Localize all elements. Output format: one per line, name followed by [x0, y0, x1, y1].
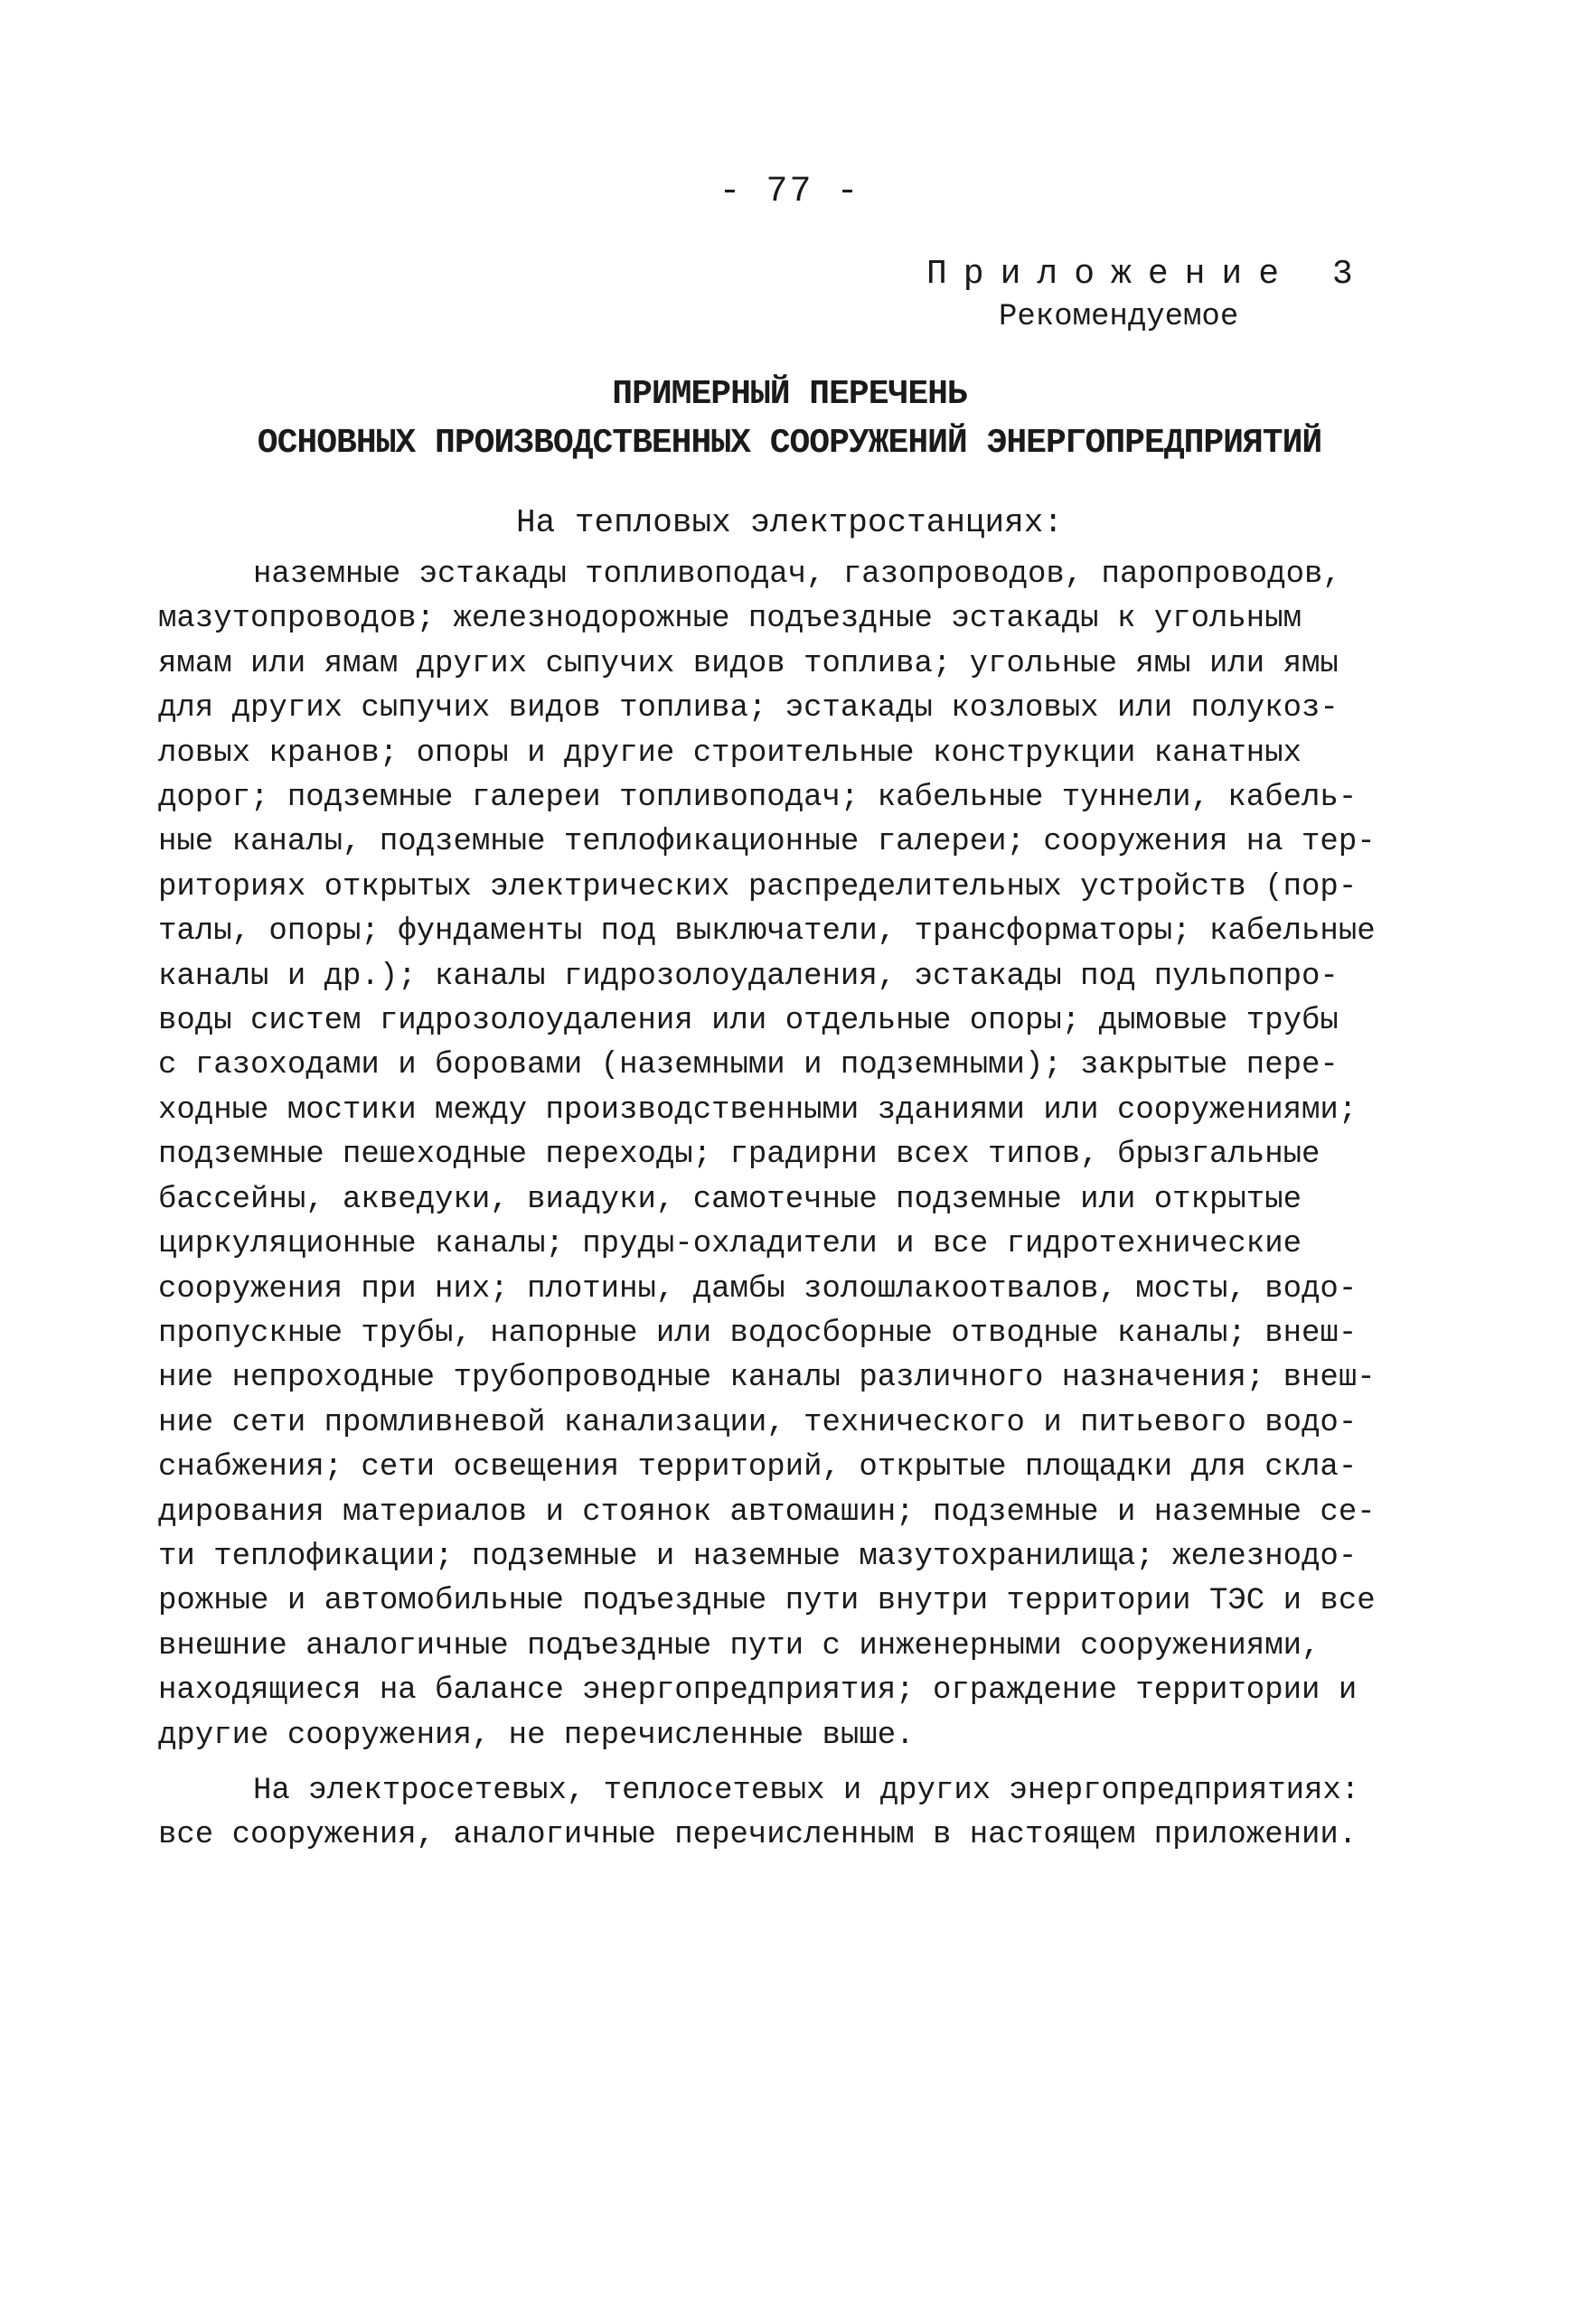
section-heading: На тепловых электростанциях:	[516, 504, 1063, 541]
text-line: ловых кранов; опоры и другие строительные конструкции канатных	[158, 736, 1302, 771]
text-line: ные каналы, подземные теплофикационные галереи; сооружения на тер-	[158, 825, 1376, 860]
title-line-2: ОСНОВНЫХ ПРОИЗВОДСТВЕННЫХ СООРУЖЕНИЙ ЭНЕРГОПРЕДПРИЯТИЙ	[257, 424, 1322, 463]
text-line: другие сооружения, не перечисленные выше.	[158, 1718, 915, 1753]
paragraph-other-enterprises	[158, 1769, 1369, 1859]
text-line: ямам или ямам других сыпучих видов топлива; угольные ямы или ямы	[158, 646, 1339, 681]
text-line: наземные эстакады топливоподач, газопроводов, паропроводов,	[253, 558, 1341, 592]
text-line: каналы и др.); каналы гидрозолоудаления, эстакады под пульпопро-	[158, 959, 1339, 994]
document-title	[0, 370, 1579, 468]
text-line: талы, опоры; фундаменты под выключатели, трансформаторы; кабельные	[158, 914, 1376, 950]
text-line: ние сети промливневой канализации, технического и питьевого водо-	[158, 1405, 1358, 1440]
appendix-status: Рекомендуемое	[999, 300, 1239, 334]
text-line: ние непроходные трубопроводные каналы различного назначения; внеш-	[158, 1361, 1376, 1396]
appendix-label: Приложение 3	[926, 255, 1369, 294]
text-line: все сооружения, аналогичные перечисленным в настоящем приложении.	[158, 1818, 1358, 1853]
text-line: внешние аналогичные подъездные пути с инженерными сооружениями,	[158, 1628, 1321, 1663]
paragraph-thermal-plants	[158, 553, 1376, 1758]
text-line: для других сыпучих видов топлива; эстакады козловых или полукоз-	[158, 691, 1339, 726]
text-line: воды систем гидрозолоудаления или отдельные опоры; дымовые трубы	[158, 1004, 1339, 1039]
text-line: рожные и автомобильные подъездные пути внутри территории ТЭС и все	[158, 1584, 1376, 1619]
text-line: с газоходами и боровами (наземными и подземными); закрытые пере-	[158, 1048, 1339, 1083]
text-line: бассейны, акведуки, виадуки, самотечные подземные или открытые	[158, 1182, 1302, 1217]
text-line: мазутопроводов; железнодорожные подъездные эстакады к угольным	[158, 602, 1302, 637]
body-text	[158, 553, 1376, 1859]
text-line: снабжения; сети освещения территорий, открытые площадки для скла-	[158, 1450, 1358, 1485]
text-line: циркуляционные каналы; пруды-охладители и все гидротехнические	[158, 1227, 1302, 1262]
text-line: риториях открытых электрических распределительных устройств (пор-	[158, 869, 1358, 904]
text-line: ходные мостики между производственными зданиями или сооружениями;	[158, 1092, 1358, 1128]
title-line-1: ПРИМЕРНЫЙ ПЕРЕЧЕНЬ	[612, 375, 967, 414]
text-line: сооружения при них; плотины, дамбы золошлакоотвалов, мосты, водо-	[158, 1271, 1358, 1307]
text-line: На электросетевых, теплосетевых и других энергопредприятиях:	[253, 1773, 1360, 1808]
text-line: пропускные трубы, напорные или водосборные отводные каналы; внеш-	[158, 1316, 1358, 1351]
page-number: - 77 -	[719, 172, 860, 212]
text-line: дирования материалов и стоянок автомашин; подземные и наземные се-	[158, 1495, 1376, 1530]
text-line: подземные пешеходные переходы; градирни всех типов, брызгальные	[158, 1138, 1321, 1173]
text-line: находящиеся на балансе энергопредприятия; ограждение территории и	[158, 1673, 1358, 1709]
text-line: дорог; подземные галереи топливоподач; кабельные туннели, кабель-	[158, 781, 1358, 816]
text-line: ти теплофикации; подземные и наземные мазутохранилища; железнодо-	[158, 1539, 1358, 1574]
